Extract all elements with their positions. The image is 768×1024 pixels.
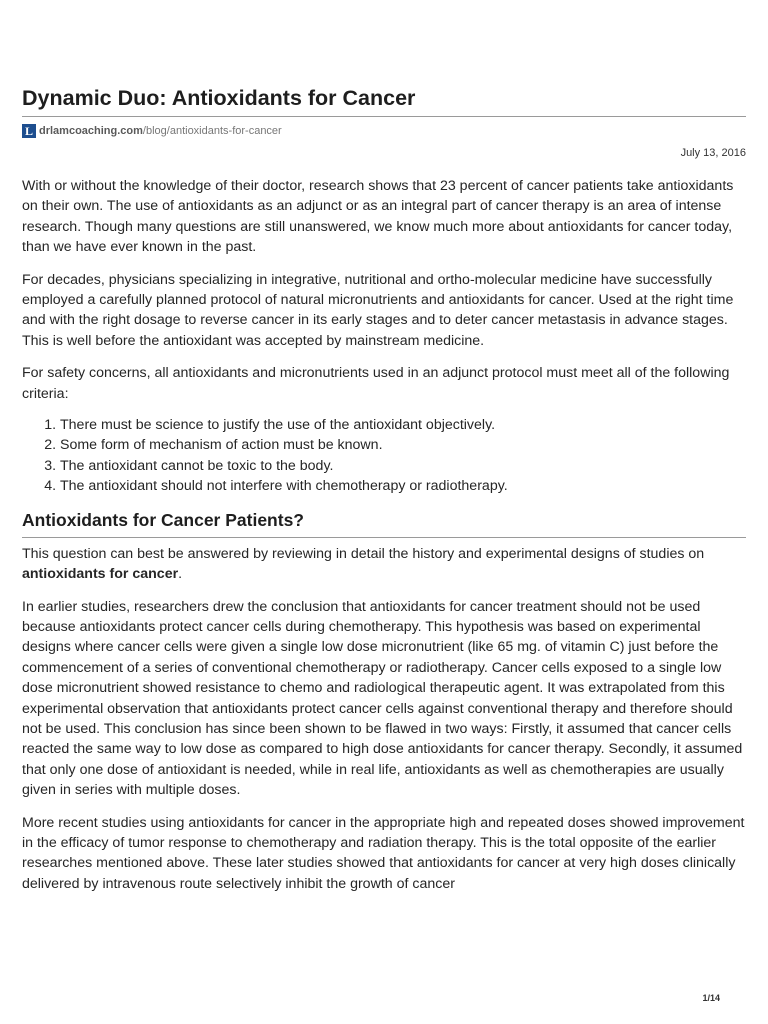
list-item: 3. The antioxidant cannot be toxic to the body. [60,456,746,476]
list-item: 4. The antioxidant should not interfere with chemotherapy or radiotherapy. [60,476,746,496]
paragraph-3: For safety concerns, all antioxidants and micronutrients used in an adjunct protocol must meet all of the following criteria: [22,365,730,402]
antioxidants-link[interactable] [22,566,178,582]
paragraph-1: With or without the knowledge of their doctor, research shows that 23 percent of cancer patients take antioxidants on their own. The use of antioxidants as an adjunct or as an integral part of cancer therapy is an area of intense research. Though many questions are still unanswered, we know much more about antioxidants for cancer today, than we have ever known in the past. [22,178,734,256]
article-body [22,176,746,906]
source-line [22,124,282,138]
site-logo-icon: L [22,124,36,138]
paragraph-2: For decades, physicians specializing in integrative, nutritional and ortho-molecular medicine have successfully employed a carefully planned protocol of natural micronutrients and antioxidants for cancer. Used at the right time and with the right dosage to reverse cancer in its early stages and to deter cancer metastasis in advance stages. This is well before the antioxidant was accepted by mainstream medicine. [22,271,734,349]
paragraph-6: More recent studies using antioxidants for cancer in the appropriate high and repeated doses showed improvement in the efficacy of tumor response to chemotherapy and radiation therapy. This is the total opposite of the earlier researches mentioned above. These later studies showed that antioxidants for cancer at very high doses clinically delivered by intravenous route selectively inhibit the growth of cancer [22,814,745,892]
page-number: 1/14 [702,993,720,1003]
source-path: /blog/antioxidants-for-cancer [142,125,282,137]
publish-date: July 13, 2016 [680,147,746,159]
paragraph-4-end: . [178,566,183,583]
paragraph-5: In earlier studies, researchers drew the conclusion that antioxidants for cancer treatment should not be used because antioxidants protect cancer cells during chemotherapy. This hypothesis was based on experimental designs where cancer cells were given a single low dose micronutrient (like 65 mg. of vitamin C) just before the commencement of a series of conventional chemotherapy or radiotherapy. Cancer cells exposed to a single low dose micronutrient showed resistance to chemo and radiological therapeutic agent. It was extrapolated from this experimental observation that antioxidants protect cancer cells against conventional therapy and therefore should not be used. This conclusion has since been shown to be flawed in two ways: Firstly, it assumed that cancer cells reacted the same way to low dose as compared to high dose antioxidants for cancer therapy. Secondly, it assumed that only one dose of antioxidant is needed, while in real life, antioxidants as well as chemotherapies are usually given in series with multiple doses. [22,598,743,799]
criteria-list [22,415,746,497]
list-item: 1. There must be science to justify the use of the antioxidant objectively. [60,415,746,435]
paragraph-4-text: This question can best be answered by reviewing in detail the history and experimental designs of studies on [22,545,705,562]
paragraph-4-bold: antioxidants for cancer [22,566,179,583]
source-link[interactable] [39,125,282,137]
paragraph-4 [22,544,746,585]
title-divider [22,116,746,117]
source-domain: drlamcoaching.com [39,125,143,137]
section-heading: Antioxidants for Cancer Patients? [22,507,746,538]
list-item: 2. Some form of mechanism of action must be known. [60,435,746,455]
article-title: Dynamic Duo: Antioxidants for Cancer [22,86,416,110]
